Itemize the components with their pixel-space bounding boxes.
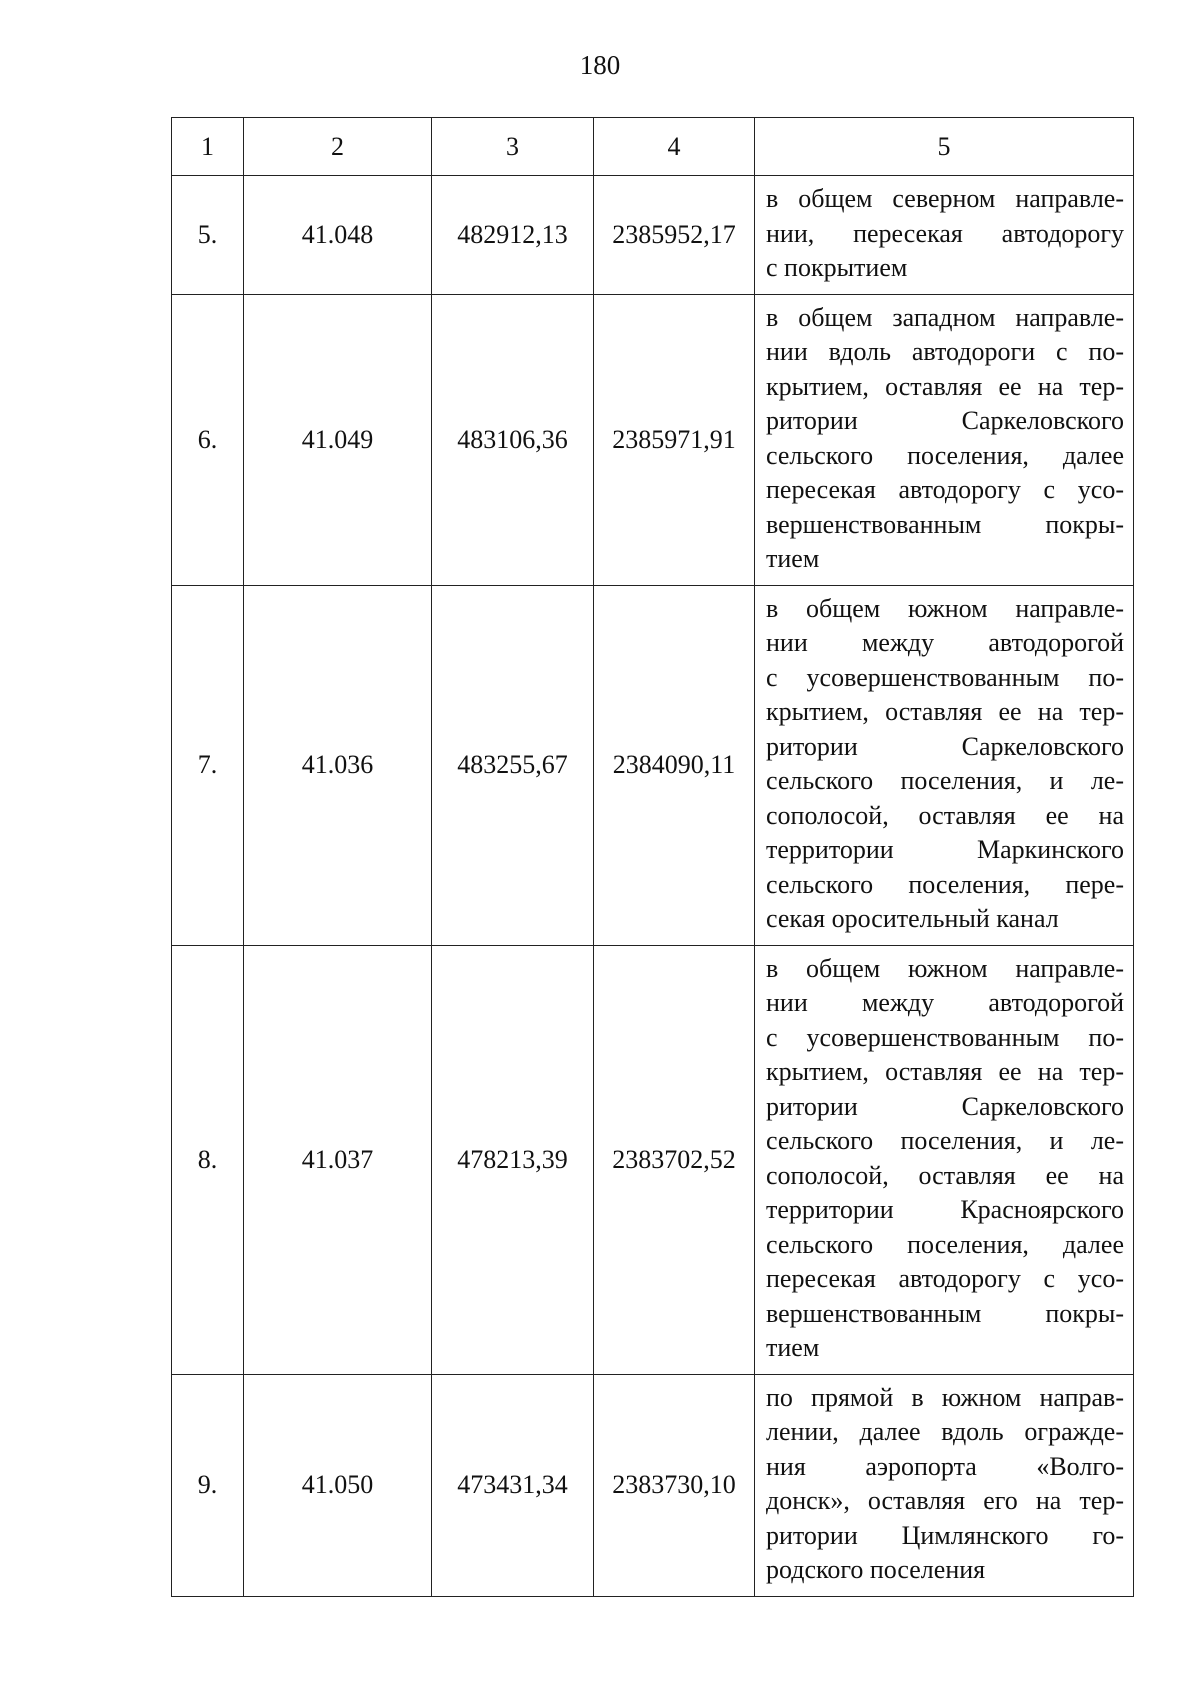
x-coordinate-cell: 478213,39	[432, 945, 594, 1374]
description-line: с усовершенствованным по-	[766, 662, 1124, 692]
description-line: сельского поселения, и ле-	[766, 1126, 1124, 1155]
description-line: тием	[766, 544, 820, 573]
coordinates-table	[171, 117, 1134, 1597]
description-line: ния аэропорта «Волго-	[766, 1451, 1124, 1481]
page-number: 180	[579, 50, 621, 80]
description-line: крытием, оставляя ее на тер-	[766, 697, 1124, 726]
x-coordinate-cell: 483255,67	[432, 585, 594, 945]
boundary-description-cell	[755, 1374, 1134, 1596]
x-coordinate-cell: 483106,36	[432, 294, 594, 585]
y-coordinate-cell: 2385971,91	[594, 294, 755, 585]
description-line: сельского поселения, пере-	[766, 869, 1124, 899]
row-number-cell: 9.	[172, 1374, 244, 1596]
point-code-cell: 41.048	[244, 176, 432, 295]
description-line: донск», оставляя его на тер-	[766, 1486, 1124, 1515]
header-cell-1: 1	[172, 118, 244, 176]
table-row	[172, 294, 1134, 585]
y-coordinate-cell: 2383730,10	[594, 1374, 755, 1596]
boundary-description-cell	[755, 585, 1134, 945]
row-number-cell: 6.	[172, 294, 244, 585]
description-line: в общем северном направле-	[766, 184, 1124, 213]
description-line: секая оросительный канал	[766, 904, 1059, 933]
description-line: в общем южном направле-	[766, 593, 1124, 623]
point-code-cell: 41.049	[244, 294, 432, 585]
description-line: ритории Цимлянского го-	[766, 1520, 1124, 1550]
description-line: крытием, оставляя ее на тер-	[766, 1057, 1124, 1086]
header-cell-2: 2	[244, 118, 432, 176]
description-line: ритории Саркеловского	[766, 1091, 1124, 1121]
description-line: по прямой в южном направ-	[766, 1382, 1124, 1412]
table-row	[172, 945, 1134, 1374]
description-line: лении, далее вдоль огражде-	[766, 1417, 1124, 1446]
y-coordinate-cell: 2384090,11	[594, 585, 755, 945]
boundary-description-cell	[755, 945, 1134, 1374]
description-line: крытием, оставляя ее на тер-	[766, 371, 1124, 401]
description-line: нии, пересекая автодорогу	[766, 218, 1124, 248]
description-line: пересекая автодорогу с усо-	[766, 1264, 1124, 1293]
description-line: в общем южном направле-	[766, 953, 1124, 983]
x-coordinate-cell: 473431,34	[432, 1374, 594, 1596]
description-line: нии вдоль автодороги с по-	[766, 337, 1124, 366]
point-code-cell: 41.050	[244, 1374, 432, 1596]
row-number-cell: 5.	[172, 176, 244, 295]
row-number-cell: 7.	[172, 585, 244, 945]
description-line: пересекая автодорогу с усо-	[766, 475, 1124, 504]
description-line: сельского поселения, и ле-	[766, 766, 1124, 795]
table-row	[172, 1374, 1134, 1596]
header-cell-3: 3	[432, 118, 594, 176]
point-code-cell: 41.037	[244, 945, 432, 1374]
table-row	[172, 176, 1134, 295]
point-code-cell: 41.036	[244, 585, 432, 945]
description-line: сополосой, оставляя ее на	[766, 800, 1124, 830]
description-line: нии между автодорогой	[766, 988, 1124, 1017]
x-coordinate-cell: 482912,13	[432, 176, 594, 295]
description-line: в общем западном направле-	[766, 302, 1124, 332]
y-coordinate-cell: 2383702,52	[594, 945, 755, 1374]
description-line: с покрытием	[766, 253, 908, 282]
description-line: вершенствованным покры-	[766, 1298, 1124, 1328]
description-line: вершенствованным покры-	[766, 509, 1124, 539]
table-header-row	[172, 118, 1134, 176]
boundary-description-cell	[755, 176, 1134, 295]
description-line: нии между автодорогой	[766, 628, 1124, 657]
row-number-cell: 8.	[172, 945, 244, 1374]
description-line: ритории Саркеловского	[766, 406, 1124, 435]
header-cell-4: 4	[594, 118, 755, 176]
description-line: ритории Саркеловского	[766, 731, 1124, 761]
description-line: сельского поселения, далее	[766, 440, 1124, 470]
y-coordinate-cell: 2385952,17	[594, 176, 755, 295]
description-line: территории Красноярского	[766, 1195, 1124, 1224]
description-line: с усовершенствованным по-	[766, 1022, 1124, 1052]
boundary-description-cell	[755, 294, 1134, 585]
header-cell-5: 5	[755, 118, 1134, 176]
description-line: тием	[766, 1333, 820, 1362]
table-row	[172, 585, 1134, 945]
description-line: сополосой, оставляя ее на	[766, 1160, 1124, 1190]
description-line: сельского поселения, далее	[766, 1229, 1124, 1259]
description-line: территории Маркинского	[766, 835, 1124, 864]
description-line: родского поселения	[766, 1555, 986, 1584]
